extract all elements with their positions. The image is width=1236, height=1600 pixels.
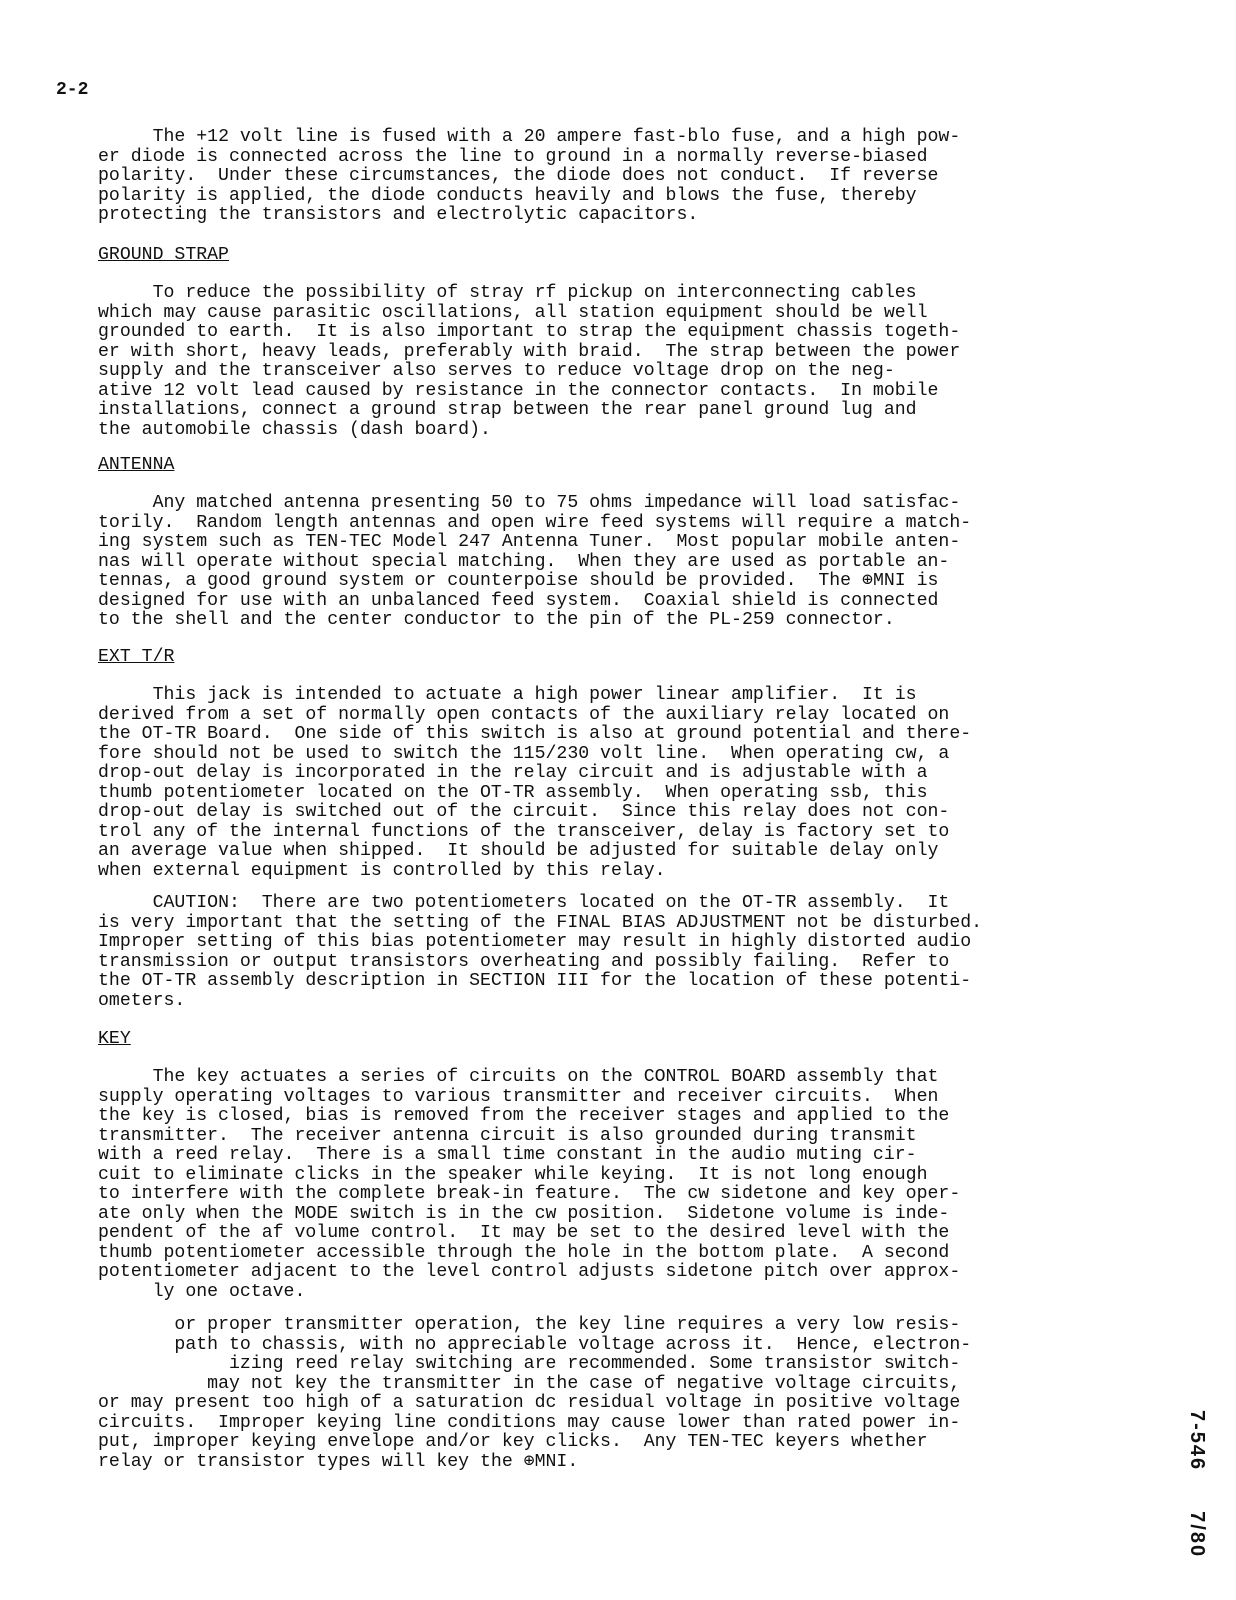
intro-paragraph: The +12 volt line is fused with a 20 ampere fast-blo fuse, and a high pow- er diode is connected across the line to ground in a normally reverse-biased polarity. Under these circumstances, the diode does not conduct. If reverse polarity is applied, the diode conducts heavily and blows the fuse, thereby protecting the transistors and electrolytic capacitors.: [98, 127, 961, 225]
page-number: 2-2: [56, 80, 89, 100]
ground-strap-paragraph: To reduce the possibility of stray rf pickup on interconnecting cables which may cause parasitic oscillations, all station equipment should be well grounded to earth. It is also important to strap the equipment chassis togeth- er with short, heavy leads, preferably with braid. The strap between the power supply and the transceiver also serves to reduce voltage drop on the neg- ative 12 volt lead caused by resistance in the connector contacts. In mobile installations, connect a ground strap between the rear panel ground lug and the automobile chassis (dash board).: [98, 283, 961, 440]
antenna-heading: ANTENNA: [98, 455, 175, 475]
document-code-stamp: [1185, 1410, 1208, 1558]
key-heading: KEY: [98, 1029, 131, 1049]
key-paragraph: The key actuates a series of circuits on the CONTROL BOARD assembly that supply operating voltages to various transmitter and receiver circuits. When the key is closed, bias is removed from the receiver stages and applied to the transmitter. The receiver antenna circuit is also grounded during transmit with a reed relay. There is a small time constant in the audio muting cir- cuit to eliminate clicks in the speaker while keying. It is not long enough to interfere with the complete break-in feature. The cw sidetone and key oper- ate only when the MODE switch is in the cw position. Sidetone volume is inde- pendent of the af volume control. It may be set to the desired level with the thumb potentiometer accessible through the hole in the bottom plate. A second potentiometer adjacent to the level control adjusts sidetone pitch over approx- ly one octave.: [98, 1067, 961, 1302]
caution-paragraph: CAUTION: There are two potentiometers located on the OT-TR assembly. It is very important that the setting of the FINAL BIAS ADJUSTMENT not be disturbed. Improper setting of this bias potentiometer may result in highly distorted audio transmission or output transistors overheating and possibly failing. Refer to the OT-TR assembly description in SECTION III for the location of these potenti- ometers.: [98, 893, 983, 1011]
key-line-paragraph: or proper transmitter operation, the key line requires a very low resis- path to chassis, with no appreciable voltage across it. Hence, electron- izing reed relay switching are recommended. Some transistor switch- may not key the transmitter in the case of negative voltage circuits, or may present too high of a saturation dc residual voltage in positive voltage circuits. Improper keying line conditions may cause lower than rated power in- put, improper keying envelope and/or key clicks. Any TEN-TEC keyers whether relay or transistor types will key the ⊕MNI.: [98, 1315, 972, 1472]
ext-tr-heading: EXT T/R: [98, 647, 175, 667]
antenna-paragraph: Any matched antenna presenting 50 to 75 ohms impedance will load satisfac- torily. Random length antennas and open wire feed systems will require a match- ing system such as TEN-TEC Model 247 Antenna Tuner. Most popular mobile anten- nas will operate without special matching. When they are used as portable an- tennas, a good ground system or counterpoise should be provided. The ⊕MNI is designed for use with an unbalanced feed system. Coaxial shield is connected to the shell and the center conductor to the pin of the PL-259 connector.: [98, 493, 972, 630]
ground-strap-heading: GROUND STRAP: [98, 245, 229, 265]
ext-tr-paragraph: This jack is intended to actuate a high power linear amplifier. It is derived from a set of normally open contacts of the auxiliary relay located on the OT-TR Board. One side of this switch is also at ground potential and there- fore should not be used to switch the 115/230 volt line. When operating cw, a drop-out delay is incorporated in the relay circuit and is adjustable with a thumb potentiometer located on the OT-TR assembly. When operating ssb, this drop-out delay is switched out of the circuit. Since this relay does not con- trol any of the internal functions of the transceiver, delay is factory set to an average value when shipped. It should be adjusted for suitable delay only when external equipment is controlled by this relay.: [98, 685, 972, 881]
stamp-date: 7/80: [1186, 1511, 1208, 1559]
stamp-code: 7-546: [1186, 1410, 1208, 1472]
